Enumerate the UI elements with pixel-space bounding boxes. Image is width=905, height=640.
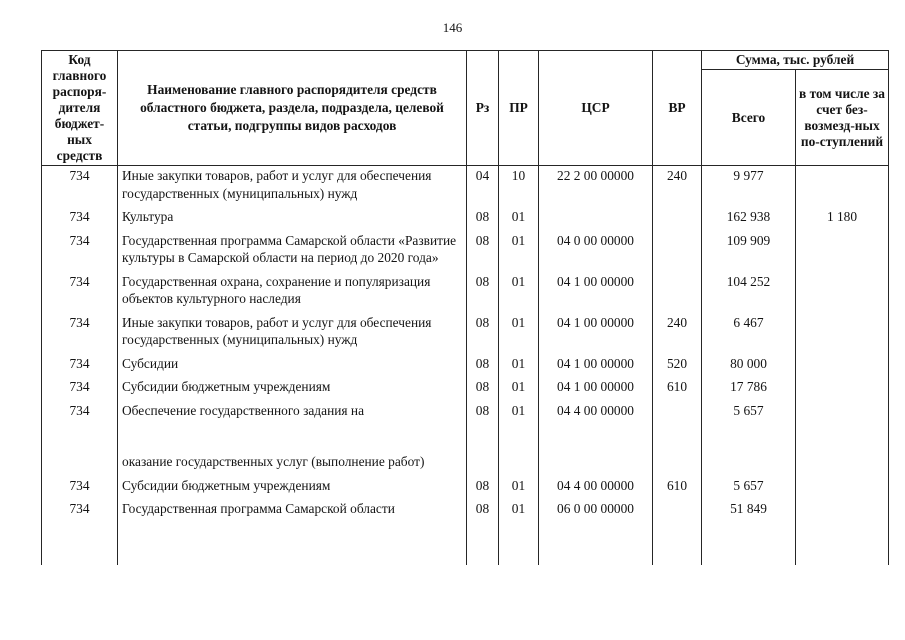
table-spacer-row <box>42 424 889 452</box>
cell-name: Культура <box>118 207 467 231</box>
cell-total: 104 252 <box>702 272 796 313</box>
cell-pr <box>499 452 539 476</box>
cell-pr: 01 <box>499 377 539 401</box>
header-pr: ПР <box>499 51 539 166</box>
header-total: Всего <box>702 70 796 166</box>
header-code: Код главного распоря-дителя бюджет-ных средств <box>42 51 118 166</box>
table-row <box>42 452 889 476</box>
cell-rz: 08 <box>467 377 499 401</box>
cell-pr: 01 <box>499 476 539 500</box>
header-free: в том числе за счет без-возмезд-ных по-ступлений <box>796 70 889 166</box>
cell-rz: 08 <box>467 313 499 354</box>
cell-csr <box>539 452 653 476</box>
cell-free <box>796 272 889 313</box>
cell-free <box>796 354 889 378</box>
cell-csr: 04 1 00 00000 <box>539 354 653 378</box>
cell-total: 9 977 <box>702 166 796 208</box>
cell-pr: 01 <box>499 354 539 378</box>
cell-csr: 04 4 00 00000 <box>539 476 653 500</box>
cell-total: 51 849 <box>702 499 796 565</box>
cell-name: Государственная программа Самарской области <box>118 499 467 565</box>
cell-vr: 240 <box>653 313 702 354</box>
cell-rz: 08 <box>467 207 499 231</box>
cell-rz: 08 <box>467 499 499 565</box>
cell-total: 80 000 <box>702 354 796 378</box>
cell-name: Субсидии бюджетным учреждениям <box>118 476 467 500</box>
header-name: Наименование главного распорядителя средств областного бюджета, раздела, подраздела, целевой статьи, подгруппы видов расходов <box>118 51 467 166</box>
cell-code: 734 <box>42 313 118 354</box>
cell-code: 734 <box>42 166 118 208</box>
cell-rz: 08 <box>467 354 499 378</box>
cell-code: 734 <box>42 354 118 378</box>
cell-name: оказание государственных услуг (выполнение работ) <box>118 452 467 476</box>
cell-pr: 01 <box>499 231 539 272</box>
header-csr: ЦСР <box>539 51 653 166</box>
cell-csr: 22 2 00 00000 <box>539 166 653 208</box>
cell-name: Государственная программа Самарской области «Развитие культуры в Самарской области на период до 2020 года» <box>118 231 467 272</box>
cell-vr <box>653 401 702 425</box>
cell-code <box>42 452 118 476</box>
table-row <box>42 272 889 313</box>
cell-code: 734 <box>42 207 118 231</box>
cell-free: 1 180 <box>796 207 889 231</box>
cell-vr <box>653 207 702 231</box>
table-body <box>42 166 889 566</box>
budget-table <box>41 50 889 565</box>
cell-free <box>796 401 889 425</box>
cell-code: 734 <box>42 401 118 425</box>
cell-vr: 610 <box>653 377 702 401</box>
cell-vr: 610 <box>653 476 702 500</box>
cell-pr: 01 <box>499 499 539 565</box>
cell-total: 5 657 <box>702 476 796 500</box>
cell-name: Обеспечение государственного задания на <box>118 401 467 425</box>
cell-code: 734 <box>42 272 118 313</box>
cell-vr <box>653 499 702 565</box>
page-number: 146 <box>442 20 463 35</box>
cell-free <box>796 166 889 208</box>
cell-pr: 10 <box>499 166 539 208</box>
cell-rz: 08 <box>467 401 499 425</box>
table-row <box>42 377 889 401</box>
cell-csr <box>539 207 653 231</box>
table-row <box>42 231 889 272</box>
cell-free <box>796 452 889 476</box>
cell-csr: 06 0 00 00000 <box>539 499 653 565</box>
cell-free <box>796 313 889 354</box>
cell-total <box>702 452 796 476</box>
cell-csr: 04 1 00 00000 <box>539 377 653 401</box>
table-row <box>42 166 889 208</box>
cell-name: Субсидии <box>118 354 467 378</box>
table-row <box>42 313 889 354</box>
cell-total: 6 467 <box>702 313 796 354</box>
cell-total: 5 657 <box>702 401 796 425</box>
cell-free <box>796 476 889 500</box>
cell-vr: 520 <box>653 354 702 378</box>
table-header <box>42 51 889 166</box>
header-vr: ВР <box>653 51 702 166</box>
cell-code: 734 <box>42 499 118 565</box>
table-row <box>42 499 889 565</box>
cell-rz: 08 <box>467 231 499 272</box>
cell-total: 109 909 <box>702 231 796 272</box>
cell-csr: 04 1 00 00000 <box>539 313 653 354</box>
cell-name: Иные закупки товаров, работ и услуг для обеспечения государственных (муниципальных) нужд <box>118 166 467 208</box>
cell-pr: 01 <box>499 313 539 354</box>
cell-total: 17 786 <box>702 377 796 401</box>
cell-vr: 240 <box>653 166 702 208</box>
cell-rz <box>467 452 499 476</box>
header-rz: Рз <box>467 51 499 166</box>
cell-code: 734 <box>42 476 118 500</box>
header-sum: Сумма, тыс. рублей <box>702 51 889 70</box>
cell-rz: 08 <box>467 476 499 500</box>
cell-code: 734 <box>42 377 118 401</box>
cell-csr: 04 1 00 00000 <box>539 272 653 313</box>
cell-rz: 04 <box>467 166 499 208</box>
cell-free <box>796 231 889 272</box>
cell-name: Иные закупки товаров, работ и услуг для обеспечения государственных (муниципальных) нужд <box>118 313 467 354</box>
cell-csr: 04 4 00 00000 <box>539 401 653 425</box>
cell-name: Государственная охрана, сохранение и популяризация объектов культурного наследия <box>118 272 467 313</box>
cell-vr <box>653 231 702 272</box>
cell-pr: 01 <box>499 272 539 313</box>
cell-total: 162 938 <box>702 207 796 231</box>
cell-pr: 01 <box>499 401 539 425</box>
cell-name: Субсидии бюджетным учреждениям <box>118 377 467 401</box>
cell-vr <box>653 452 702 476</box>
table-row <box>42 207 889 231</box>
table-row <box>42 354 889 378</box>
cell-free <box>796 499 889 565</box>
cell-csr: 04 0 00 00000 <box>539 231 653 272</box>
table-row <box>42 401 889 425</box>
cell-rz: 08 <box>467 272 499 313</box>
cell-free <box>796 377 889 401</box>
table-row <box>42 476 889 500</box>
cell-code: 734 <box>42 231 118 272</box>
cell-vr <box>653 272 702 313</box>
cell-pr: 01 <box>499 207 539 231</box>
